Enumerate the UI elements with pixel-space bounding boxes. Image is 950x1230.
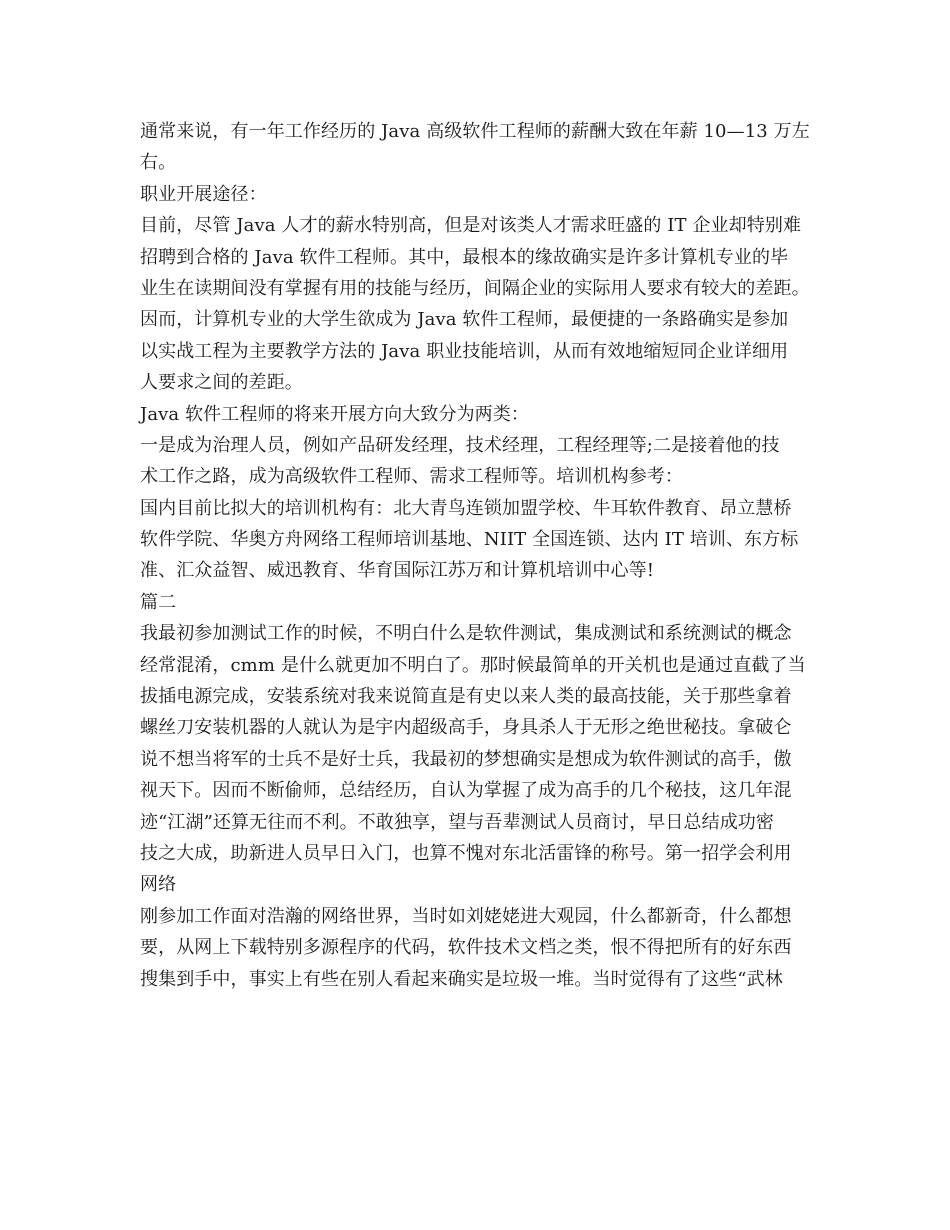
text-line: 视天下。因而不断偷师，总结经历，自认为掌握了成为高手的几个秘技，这几年混 xyxy=(140,780,792,802)
text-line: 拔插电源完成，安装系统对我来说简直是有史以来人类的最高技能，关于那些拿着 xyxy=(140,686,792,708)
document-body xyxy=(140,116,820,995)
text-line: 因而，计算机专业的大学生欲成为 Java 软件工程师，最便捷的一条路确实是参加 xyxy=(140,309,789,331)
text-line: 右。 xyxy=(140,152,177,174)
text-line: 一是成为治理人员，例如产品研发经理，技术经理，工程经理等;二是接着他的技 xyxy=(140,434,780,456)
text-line: 螺丝刀安装机器的人就认为是宇内超级高手，身具杀人于无形之绝世秘技。拿破仑 xyxy=(140,717,792,739)
text-line: Java 软件工程师的将来开展方向大致分为两类： xyxy=(140,403,529,425)
text-line: 搜集到手中，事实上有些在别人看起来确实是垃圾一堆。当时觉得有了这些“武林 xyxy=(140,968,783,990)
text-line: 以实战工程为主要教学方法的 Java 职业技能培训，从而有效地缩短同企业详细用 xyxy=(140,340,789,362)
text-line: 技之大成，助新进人员早日入门，也算不愧对东北活雷锋的称号。第一招学会利用 xyxy=(140,842,792,864)
text-line: 招聘到合格的 Java 软件工程师。其中，最根本的缘故确实是许多计算机专业的毕 xyxy=(140,246,789,268)
text-line: 要，从网上下载特别多源程序的代码，软件技术文档之类，恨不得把所有的好东西 xyxy=(140,937,792,959)
text-line: 经常混淆，cmm 是什么就更加不明白了。那时候最简单的开关机也是通过直截了当 xyxy=(140,654,806,676)
text-line: 我最初参加测试工作的时候，不明白什么是软件测试，集成测试和系统测试的概念 xyxy=(140,623,792,645)
text-line: 业生在读期间没有掌握有用的技能与经历，间隔企业的实际用人要求有较大的差距。 xyxy=(140,277,810,299)
section-heading: 篇二 xyxy=(140,591,177,613)
text-line: 通常来说，有一年工作经历的 Java 高级软件工程师的薪酬大致在年薪 10—13 万左 xyxy=(140,121,810,142)
text-line: 人要求之间的差距。 xyxy=(140,372,303,394)
section-heading: 网络 xyxy=(140,874,177,896)
text-line: 说不想当将军的士兵不是好士兵，我最初的梦想确实是想成为软件测试的高手，傲 xyxy=(140,748,792,770)
text-line: 软件学院、华奥方舟网络工程师培训基地、NIIT 全国连锁、达内 IT 培训、东方标 xyxy=(140,529,799,551)
section-heading: 职业开展途径： xyxy=(140,183,267,205)
text-line: 准、汇众益智、威迅教育、华育国际江苏万和计算机培训中心等! xyxy=(140,560,655,582)
text-line: 国内目前比拟大的培训机构有：北大青鸟连锁加盟学校、牛耳软件教育、昂立慧桥 xyxy=(140,497,792,519)
text-line: 刚参加工作面对浩瀚的网络世界，当时如刘姥姥进大观园，什么都新奇，什么都想 xyxy=(140,905,792,927)
text-line: 迹“江湖”还算无往而不利。不敢独享，望与吾辈测试人员商讨，早日总结成功密 xyxy=(140,811,775,833)
text-line: 目前，尽管 Java 人才的薪水特别高，但是对该类人才需求旺盛的 IT 企业却特别难 xyxy=(140,215,802,237)
text-line: 术工作之路，成为高级软件工程师、需求工程师等。培训机构参考： xyxy=(140,466,683,488)
